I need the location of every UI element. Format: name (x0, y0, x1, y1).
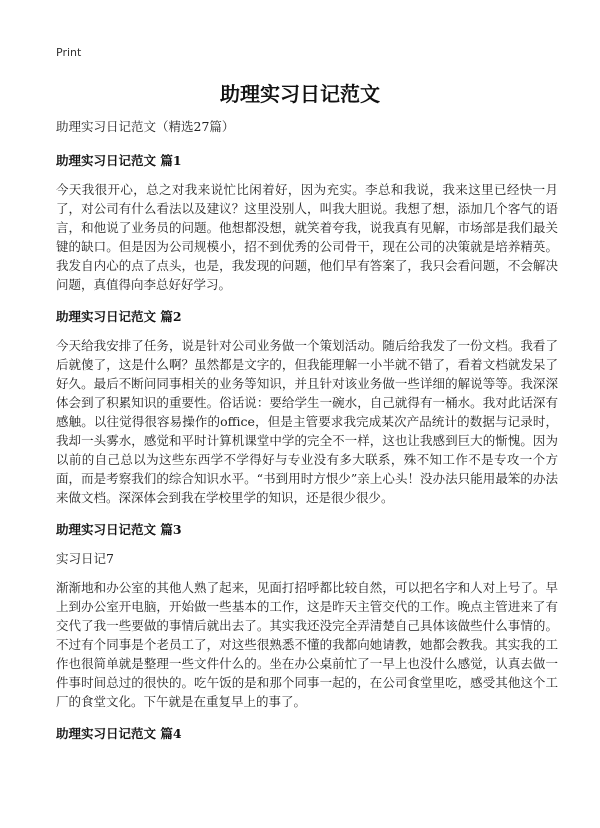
section-heading-3: 助理实习日记范文 篇3 (56, 522, 182, 537)
article-body (56, 118, 558, 753)
section-1-paragraph: 今天我很开心，总之对我来说忙比闲着好，因为充实。李总和我说，我来这里已经快一月了，对公司有什么看法以及建议？这里没别人，叫我大胆说。我想了想，添加几个客气的语言，和他说了业务员的问题。他想都没想，就笑着夸我，说我真有见解，市场部是我们最关键的缺口。但是因为公司规模小，招不到优秀的公司骨干，现在公司的决策就是培养精英。我发自内心的点了点头，也是，我发现的问题，他们早有答案了，我只会看问题，不会解决问题，真值得向李总好好学习。 (56, 182, 558, 292)
section-2-paragraph: 今天给我安排了任务，说是针对公司业务做一个策划活动。随后给我发了一份文档。我看了后就傻了，这是什么啊？虽然都是文字的，但我能理解一小半就不错了，看着文档就发呆了好久。最后不断问同事相关的业务等知识，并且针对该业务做一些详细的解说等等。我深深体会到了积累知识的重要性。俗话说：要给学生一碗水，自己就得有一桶水。我对此话深有感触。以往觉得很容易操作的office，但是主管要求我完成某次产品统计的数据与记录时，我却一头雾水，感觉和平时计算机课堂中学的完全不一样，这也让我感到巨大的惭愧。因为以前的自己总以为这些东西学不学得好与专业没有多大联系，殊不知工作不是专攻一个方面，而是考察我们的综合知识水平。“书到用时方恨少”亲上心头！没办法只能用最笨的办法来做文档。深深体会到我在学校里学的知识，还是很少很少。 (56, 338, 558, 505)
section-heading-2: 助理实习日记范文 篇2 (56, 309, 182, 324)
print-link[interactable]: Print (56, 46, 82, 59)
section-3-subheading: 实习日记7 (56, 551, 114, 566)
article-subtitle: 助理实习日记范文（精选27篇） (56, 119, 235, 134)
page-title: 助理实习日记范文 (220, 82, 380, 106)
section-heading-1: 助理实习日记范文 篇1 (56, 153, 182, 168)
section-3-paragraph: 渐渐地和办公室的其他人熟了起来，见面打招呼都比较自然，可以把名字和人对上号了。早上到办公室开电脑，开始做一些基本的工作，这是昨天主管交代的工作。晚点主管进来了有交代了我一些要做的事情后就出去了。其实我还没完全弄清楚自己具体该做些什么事情的。不过有个同事是个老员工了，对这些很熟悉不懂的我都向她请教，她都会教我。其实我的工作也很简单就是整理一些文件什么的。坐在办公桌前忙了一早上也没什么感觉，认真去做一件事时间总过的很快的。吃午饭的是和那个同事一起的，在公司食堂里吃，感受其他这个工厂的食堂文化。下午就是在重复早上的事了。 (56, 580, 558, 709)
section-heading-4: 助理实习日记范文 篇4 (56, 726, 182, 741)
